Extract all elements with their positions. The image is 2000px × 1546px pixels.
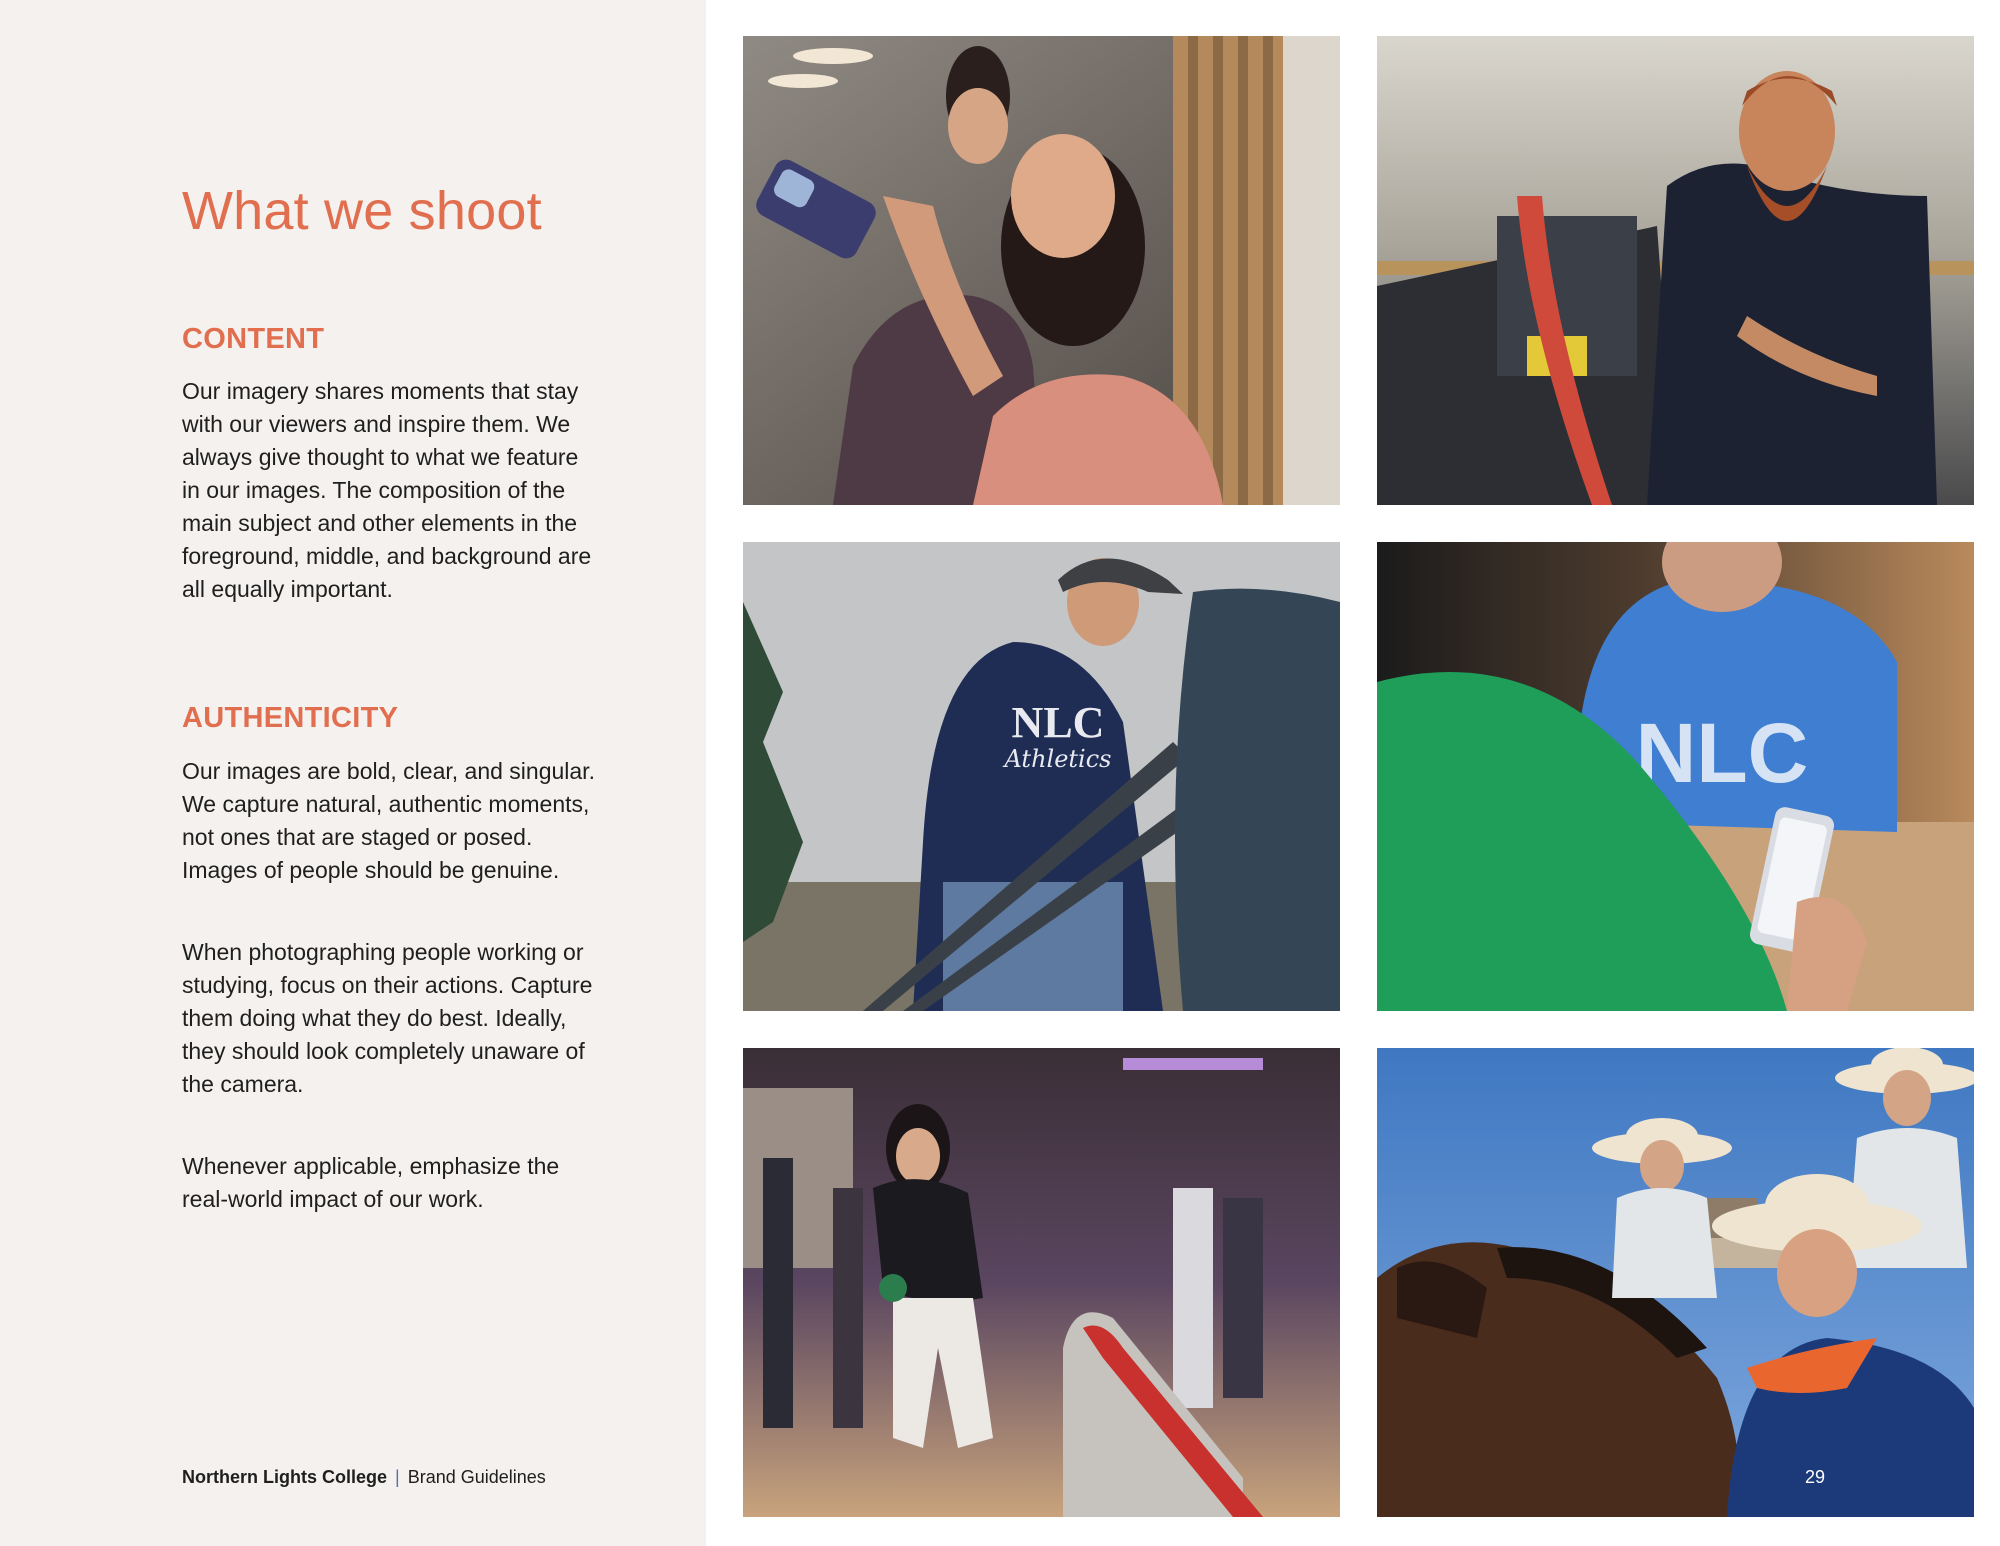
photo-rodeo xyxy=(1377,1048,1974,1517)
photo-athletics-student xyxy=(743,542,1340,1011)
page-title: What we shoot xyxy=(182,181,542,241)
left-panel xyxy=(0,0,706,1546)
content-paragraph: Our imagery shares moments that stay with our viewers and inspire them. We always give thought to what we feature in our images. The composition of the main subject and other elements in the foreground, middle, and background are all equally important. xyxy=(182,378,592,602)
athletics-shirt-text: NLC xyxy=(1011,698,1105,747)
athletics-shirt-script: Athletics xyxy=(1004,745,1112,773)
photo-selfie xyxy=(743,36,1340,505)
section-heading-authenticity: AUTHENTICITY xyxy=(182,702,399,734)
photo-bowling xyxy=(743,1048,1340,1517)
authenticity-paragraph-2: When photographing people working or studying, focus on their actions. Capture them doing what they do best. Ideally, they should look completely unaware of the camera. xyxy=(182,939,593,1097)
footer xyxy=(182,1467,546,1488)
footer-separator: | xyxy=(395,1467,400,1487)
phone-shirt-text: NLC xyxy=(1635,706,1809,800)
photo-phone-student xyxy=(1377,542,1974,1011)
footer-document-title: Brand Guidelines xyxy=(407,1467,546,1487)
section-heading-content: CONTENT xyxy=(182,323,325,355)
authenticity-paragraph-3: Whenever applicable, emphasize the real-world impact of our work. xyxy=(182,1153,560,1212)
page-number: 29 xyxy=(1805,1467,1826,1487)
footer-organization: Northern Lights College xyxy=(182,1467,388,1487)
photo-mechanic xyxy=(1377,36,1974,505)
authenticity-paragraph-1: Our images are bold, clear, and singular. We capture natural, authentic moments, not ones that are staged or posed. Images of people should be genuine. xyxy=(182,758,595,883)
